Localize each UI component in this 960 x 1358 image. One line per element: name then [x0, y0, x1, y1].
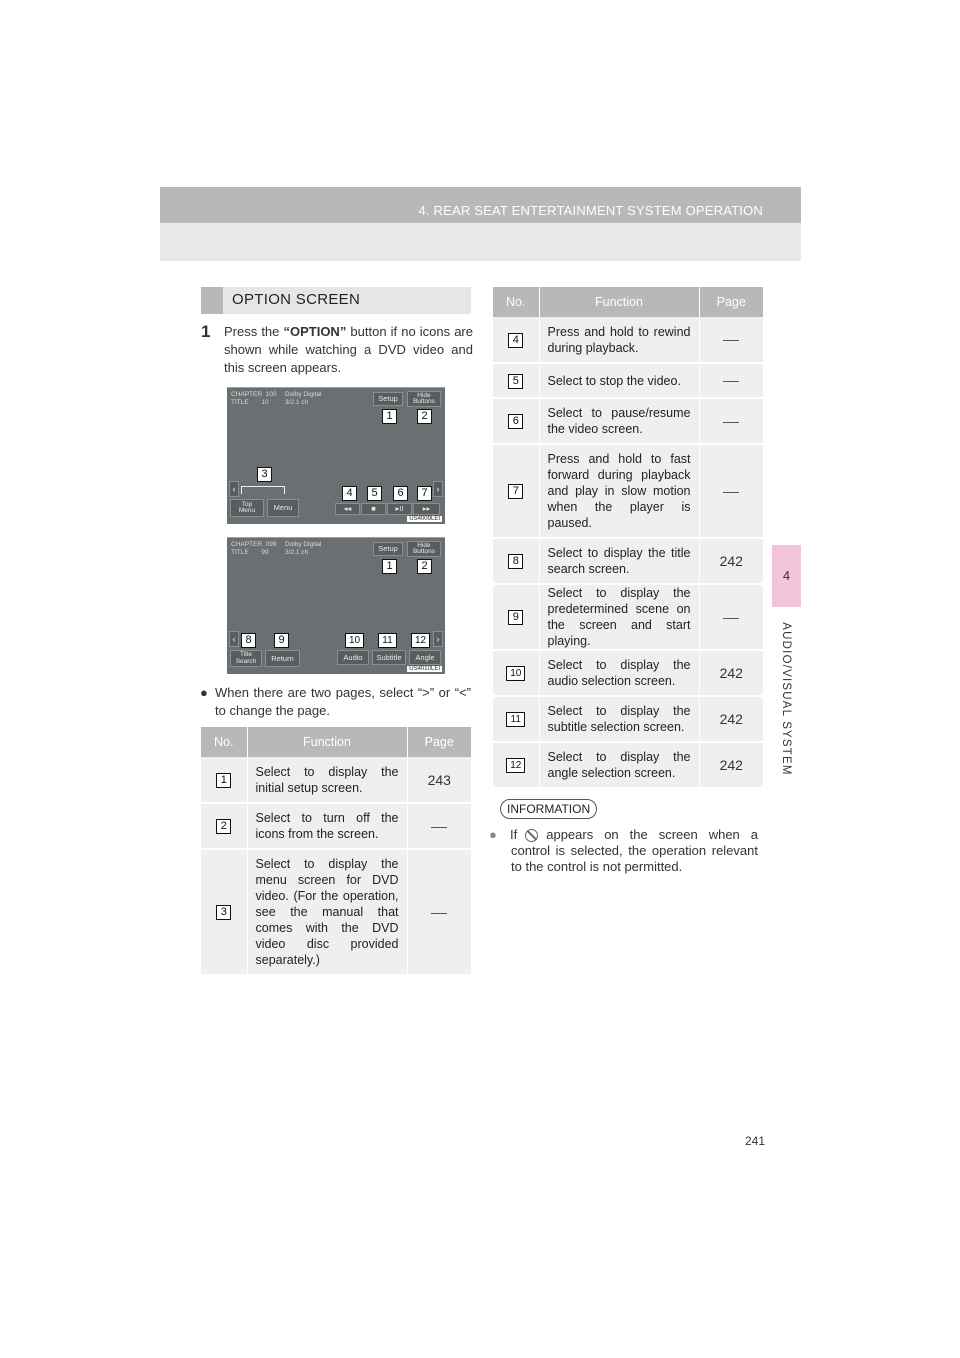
row-number-box: 2 — [216, 819, 231, 834]
row-function-cell: Press and hold to rewind during playback. — [539, 317, 699, 363]
row-page-cell — [699, 317, 763, 363]
page-switch-note-text: When there are two pages, select “>” or “<” to change the page. — [215, 685, 471, 718]
row-page-cell: 242 — [699, 650, 763, 696]
row-number-box: 8 — [508, 554, 523, 569]
angle-button[interactable]: Angle — [409, 650, 441, 665]
section-heading-mark — [201, 287, 223, 314]
table-row — [493, 696, 763, 742]
row-number-cell — [493, 317, 539, 363]
row-number-cell — [493, 696, 539, 742]
top-menu-button[interactable]: Top Menu — [230, 499, 264, 517]
no-page-dash — [723, 340, 739, 341]
row-number-cell — [493, 650, 539, 696]
row-number-box: 6 — [508, 414, 523, 429]
col-page-header: Page — [699, 287, 763, 317]
row-function-cell: Select to display the title search screen. — [539, 538, 699, 584]
table-header-row — [201, 727, 471, 757]
setup-button-page2[interactable]: Setup — [373, 542, 403, 556]
information-text-pre: If — [510, 827, 518, 842]
no-page-dash — [431, 913, 447, 914]
row-number-box: 1 — [216, 773, 231, 788]
table-header-row — [493, 287, 763, 317]
step-number: 1 — [201, 322, 211, 341]
menu-button[interactable]: Menu — [267, 499, 299, 517]
row-number-cell — [493, 742, 539, 788]
row-page-cell: 242 — [699, 742, 763, 788]
return-button[interactable]: Return — [265, 650, 300, 667]
step-option-button-ref: “OPTION” — [283, 324, 347, 339]
step-text-post: button if no icons are shown while watching a DVD video and this screen appears. — [224, 324, 473, 375]
section-title: OPTION SCREEN — [232, 291, 361, 308]
chapter-tab — [772, 545, 801, 607]
col-page-header: Page — [407, 727, 471, 757]
callout-7: 7 — [417, 486, 432, 501]
callout-2: 2 — [417, 409, 432, 424]
row-function-cell: Select to display the menu screen for DVD video. (For the operation, see the manual that comes with the DVD video disc provided separately.) — [247, 849, 407, 975]
header-subbar — [160, 223, 801, 261]
step-1 — [201, 323, 473, 377]
page-prev-arrow-page2[interactable]: ‹ — [229, 631, 239, 647]
screenshot-option-screen-2 — [227, 537, 445, 674]
screen1-audio-info: Dolby Digital 3/2.1 ch — [285, 391, 322, 406]
callout-8: 8 — [241, 633, 256, 648]
section-heading — [201, 287, 471, 314]
row-page-cell — [699, 444, 763, 538]
table-row — [493, 742, 763, 788]
page-next-arrow[interactable]: › — [433, 481, 443, 497]
row-page-cell: 243 — [407, 757, 471, 803]
page-switch-note — [200, 684, 471, 720]
callout-5: 5 — [367, 486, 382, 501]
subtitle-button[interactable]: Subtitle — [372, 650, 406, 665]
row-number-box: 11 — [506, 712, 525, 727]
row-function-cell: Select to pause/resume the video screen. — [539, 398, 699, 444]
table-row — [201, 757, 471, 803]
callout-12: 12 — [411, 633, 430, 648]
information-bullet: ● — [489, 827, 497, 842]
screen2-chapter-info: CHAPTER 099 TITLE 99 — [231, 541, 277, 556]
row-page-cell — [699, 363, 763, 398]
hide-buttons-button[interactable]: Hide Buttons — [407, 391, 441, 407]
row-number-cell — [493, 538, 539, 584]
callout-3: 3 — [257, 467, 272, 482]
callout-1: 1 — [382, 409, 397, 424]
table-row — [493, 363, 763, 398]
step-text — [201, 323, 473, 377]
row-number-box: 9 — [508, 610, 523, 625]
chapter-title: 4. REAR SEAT ENTERTAINMENT SYSTEM OPERATION — [418, 203, 763, 218]
table-row — [493, 444, 763, 538]
page-prev-arrow[interactable]: ‹ — [229, 481, 239, 497]
row-function-cell: Select to stop the video. — [539, 363, 699, 398]
page-number: 241 — [745, 1134, 766, 1148]
row-function-cell: Select to display the subtitle selection screen. — [539, 696, 699, 742]
callout-2-page2: 2 — [417, 559, 432, 574]
header-bar — [160, 187, 801, 223]
side-label-text: AUDIO/VISUAL SYSTEM — [780, 622, 792, 776]
callout-1-page2: 1 — [382, 559, 397, 574]
audio-button[interactable]: Audio — [337, 650, 369, 665]
row-number-box: 5 — [508, 374, 523, 389]
rewind-button[interactable]: ◂◂ — [335, 503, 360, 515]
table-row — [493, 317, 763, 363]
callout-3-bracket — [241, 486, 285, 494]
table-row — [493, 650, 763, 696]
callout-10: 10 — [345, 633, 364, 648]
stop-button[interactable]: ■ — [361, 503, 386, 515]
col-no-header: No. — [493, 287, 539, 317]
prohibited-icon — [525, 829, 538, 842]
row-number-cell — [201, 803, 247, 849]
play-pause-button[interactable]: ▸II — [387, 503, 412, 515]
figure-caption-2: US4010LEI — [409, 666, 440, 672]
row-page-cell: 242 — [699, 696, 763, 742]
callout-6: 6 — [393, 486, 408, 501]
row-page-cell — [407, 849, 471, 975]
row-number-box: 4 — [508, 333, 523, 348]
figure-caption-1: US4009LEI — [409, 516, 440, 522]
screen1-chapter-info: CHAPTER 100 TITLE 10 — [231, 391, 277, 406]
row-function-cell: Select to display the audio selection screen. — [539, 650, 699, 696]
row-number-cell — [493, 398, 539, 444]
information-text — [489, 827, 758, 875]
callout-9: 9 — [274, 633, 289, 648]
callout-4: 4 — [342, 486, 357, 501]
setup-button[interactable]: Setup — [373, 392, 403, 406]
no-page-dash — [723, 422, 739, 423]
table-row — [201, 803, 471, 849]
row-number-cell — [493, 584, 539, 650]
row-number-cell — [493, 444, 539, 538]
row-function-cell: Select to display the predetermined scene on the screen and start playing. — [539, 584, 699, 650]
table-row — [493, 398, 763, 444]
callout-11: 11 — [378, 633, 397, 648]
row-page-cell: 242 — [699, 538, 763, 584]
title-search-button[interactable]: Title Search — [230, 650, 262, 667]
col-function-header: Function — [539, 287, 699, 317]
information-text-post: appears on the screen when a control is selected, the operation relevant to the control is not permitted. — [511, 827, 758, 874]
table-row — [493, 584, 763, 650]
row-function-cell: Select to display the initial setup screen. — [247, 757, 407, 803]
information-label: INFORMATION — [500, 799, 597, 819]
row-function-cell: Select to display the angle selection screen. — [539, 742, 699, 788]
function-table-right — [493, 287, 763, 789]
hide-buttons-button-page2[interactable]: Hide Buttons — [407, 541, 441, 557]
row-page-cell — [699, 584, 763, 650]
row-number-cell — [201, 757, 247, 803]
screenshot-option-screen-1 — [227, 387, 445, 524]
row-page-cell — [699, 398, 763, 444]
row-number-box: 12 — [506, 758, 525, 773]
fast-forward-button[interactable]: ▸▸ — [413, 503, 440, 515]
row-function-cell: Select to turn off the icons from the screen. — [247, 803, 407, 849]
no-page-dash — [723, 618, 739, 619]
row-page-cell — [407, 803, 471, 849]
row-function-cell: Press and hold to fast forward during playback and play in slow motion when the player is paused. — [539, 444, 699, 538]
col-function-header: Function — [247, 727, 407, 757]
bullet-dot: ● — [200, 685, 208, 700]
page-next-arrow-page2[interactable]: › — [433, 631, 443, 647]
screen2-audio-info: Dolby Digital 3/2.1 ch — [285, 541, 322, 556]
row-number-box: 10 — [506, 666, 525, 681]
no-page-dash — [723, 492, 739, 493]
no-page-dash — [723, 381, 739, 382]
row-number-box: 3 — [216, 905, 231, 920]
row-number-box: 7 — [508, 484, 523, 499]
side-label — [773, 619, 799, 779]
no-page-dash — [431, 827, 447, 828]
step-text-pre: Press the — [224, 324, 284, 339]
col-no-header: No. — [201, 727, 247, 757]
function-table-left — [201, 727, 471, 976]
row-number-cell — [493, 363, 539, 398]
chapter-tab-number: 4 — [782, 568, 791, 583]
table-row — [493, 538, 763, 584]
table-row — [201, 849, 471, 975]
row-number-cell — [201, 849, 247, 975]
